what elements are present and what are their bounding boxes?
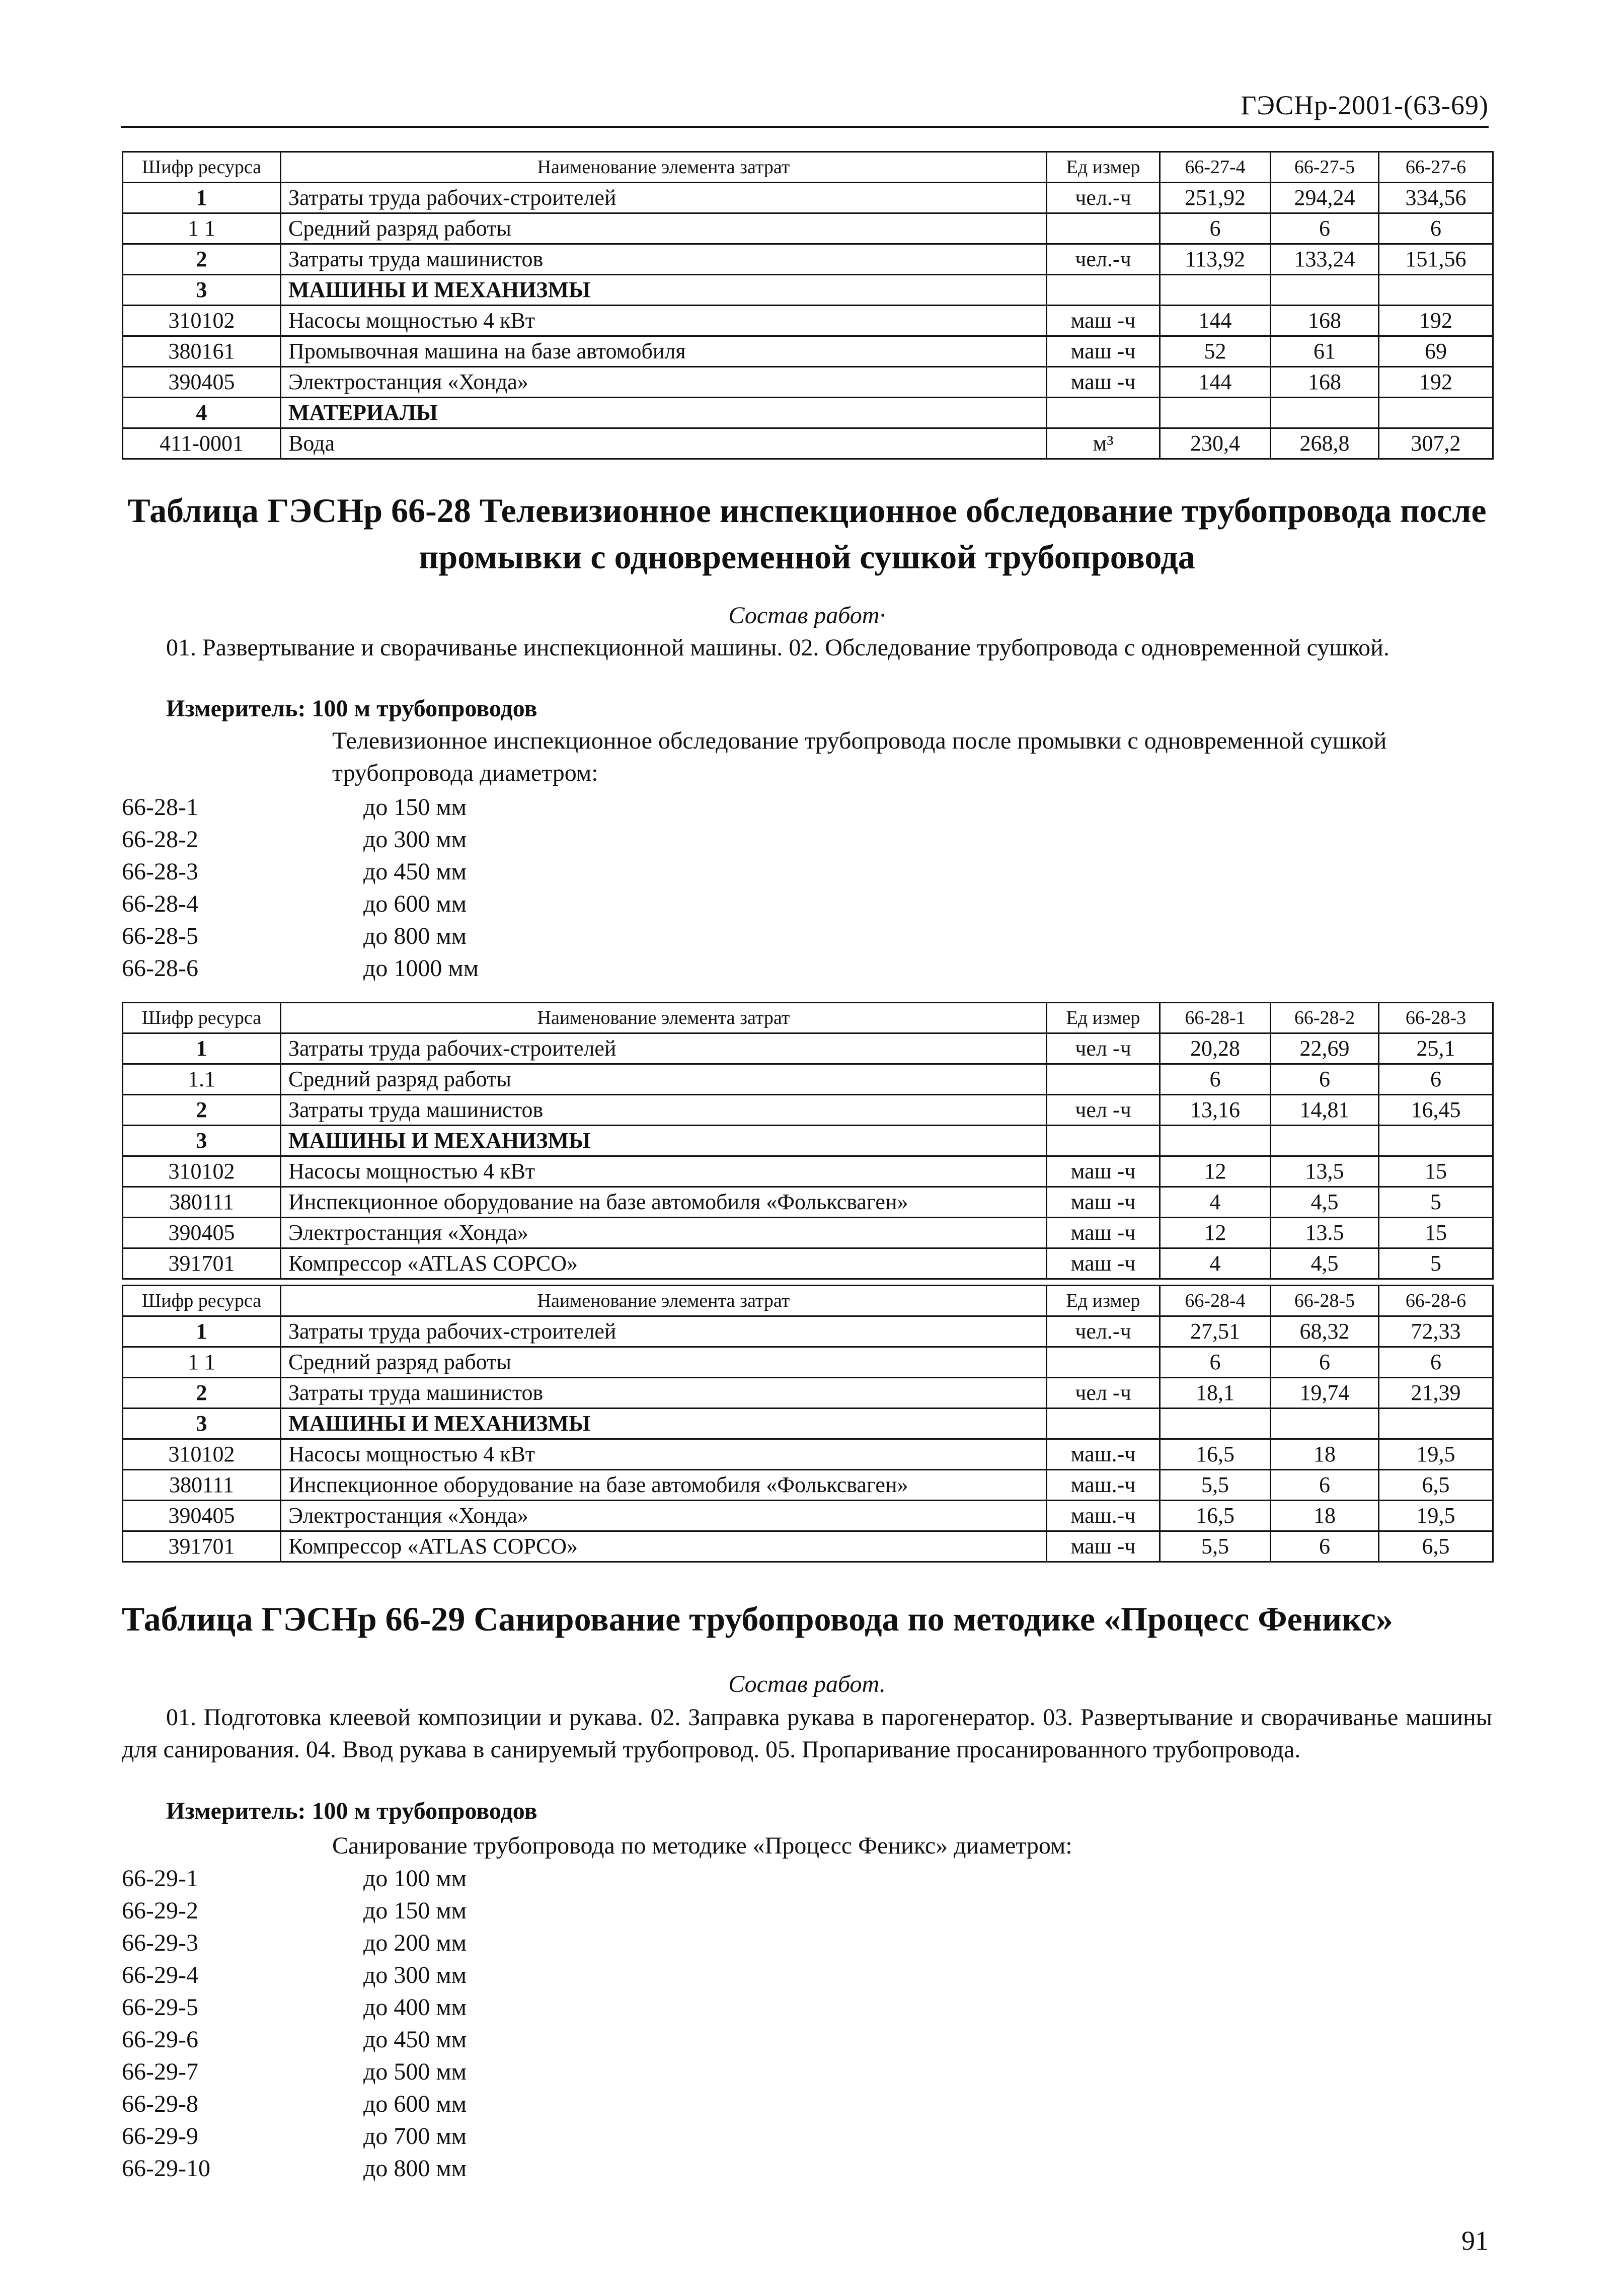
rate-value-3: 15 <box>1379 1218 1493 1248</box>
rate-value-1: 13,16 <box>1160 1095 1271 1126</box>
resource-name: Затраты труда машинистов <box>281 1378 1047 1409</box>
rate-value-2: 6 <box>1271 213 1379 244</box>
table-row <box>123 1439 1493 1470</box>
rate-code: 66-28-3 <box>122 858 198 885</box>
column-header-code: Шифр ресурса <box>123 1003 281 1033</box>
unit-cell: маш -ч <box>1047 367 1160 398</box>
table-row <box>123 367 1493 398</box>
rate-diameter: до 450 мм <box>363 2026 467 2053</box>
rate-list-item <box>122 2088 467 2120</box>
resource-name: МАШИНЫ И МЕХАНИЗМЫ <box>281 1409 1047 1439</box>
rate-value-3: 15 <box>1379 1156 1493 1187</box>
rate-value-3: 5 <box>1379 1187 1493 1218</box>
unit-cell <box>1047 1126 1160 1156</box>
unit-cell: маш -ч <box>1047 1531 1160 1562</box>
resource-name: Средний разряд работы <box>281 1064 1047 1095</box>
column-header-name: Наименование элемента затрат <box>281 1003 1047 1033</box>
unit-cell: маш -ч <box>1047 336 1160 367</box>
rate-value-1 <box>1160 398 1271 428</box>
table-row <box>123 1347 1493 1378</box>
rate-value-3: 6 <box>1379 213 1493 244</box>
rate-value-2: 13.5 <box>1271 1218 1379 1248</box>
rate-list-item <box>122 2024 467 2056</box>
unit-cell: маш -ч <box>1047 1218 1160 1248</box>
resource-code: 380111 <box>123 1470 281 1501</box>
table-row <box>123 1248 1493 1279</box>
rate-diameter: до 300 мм <box>363 826 467 853</box>
meter-unit: Измеритель: 100 м трубопроводов <box>166 695 537 722</box>
rate-value-1: 16,5 <box>1160 1439 1271 1470</box>
column-header-unit: Ед измер <box>1047 152 1160 183</box>
table-row <box>123 1378 1493 1409</box>
table-row <box>123 1409 1493 1439</box>
unit-cell <box>1047 213 1160 244</box>
rate-diameter: до 1000 мм <box>363 955 479 982</box>
section-title-66-28 <box>122 487 1492 580</box>
resource-name: Компрессор «ATLAS COPCO» <box>281 1248 1047 1279</box>
unit-cell <box>1047 275 1160 306</box>
rate-list-item <box>122 2120 467 2153</box>
work-composition-label: Состав работ. <box>728 1671 886 1697</box>
rate-code: 66-28-1 <box>122 794 198 821</box>
resource-table-66-28-a <box>122 1002 1494 1280</box>
rate-value-2: 13,5 <box>1271 1156 1379 1187</box>
rate-list-item <box>122 791 479 824</box>
rate-value-2: 68,32 <box>1271 1316 1379 1347</box>
rate-value-3 <box>1379 275 1493 306</box>
table-row <box>123 1156 1493 1187</box>
rate-list-item <box>122 1991 467 2024</box>
rate-value-3 <box>1379 1126 1493 1156</box>
column-header-unit: Ед измер <box>1047 1286 1160 1316</box>
resource-code: 1 1 <box>123 213 281 244</box>
rate-list <box>122 791 479 985</box>
table-row <box>123 275 1493 306</box>
table-row <box>123 336 1493 367</box>
rate-description: Телевизионное инспекционное обследование трубопровода после промывки с одновременной сушкой трубопровода диаметром: <box>332 727 1387 786</box>
rate-diameter: до 300 мм <box>363 1962 467 1988</box>
table-row <box>123 398 1493 428</box>
table-row <box>123 1470 1493 1501</box>
resource-name: МАТЕРИАЛЫ <box>281 398 1047 428</box>
rate-value-1: 144 <box>1160 367 1271 398</box>
resource-code: 380161 <box>123 336 281 367</box>
rate-list-item <box>122 1895 467 1927</box>
rate-value-3: 5 <box>1379 1248 1493 1279</box>
resource-name: Промывочная машина на базе автомобиля <box>281 336 1047 367</box>
resource-name: Затраты труда машинистов <box>281 244 1047 275</box>
rate-list-item <box>122 920 479 952</box>
unit-cell: чел -ч <box>1047 1378 1160 1409</box>
rate-value-3 <box>1379 398 1493 428</box>
resource-code: 310102 <box>123 306 281 336</box>
rate-value-1: 144 <box>1160 306 1271 336</box>
resource-code: 1 <box>123 1033 281 1064</box>
rate-code: 66-28-4 <box>122 891 198 917</box>
rate-value-1: 230,4 <box>1160 428 1271 459</box>
rate-value-2: 6 <box>1271 1531 1379 1562</box>
column-header-rate-3: 66-27-6 <box>1379 152 1493 183</box>
column-header-rate-3: 66-28-3 <box>1379 1003 1493 1033</box>
rate-value-2: 19,74 <box>1271 1378 1379 1409</box>
column-header-rate-2: 66-27-5 <box>1271 152 1379 183</box>
rate-value-1: 113,92 <box>1160 244 1271 275</box>
rate-value-2: 4,5 <box>1271 1248 1379 1279</box>
rate-list-item <box>122 2153 467 2185</box>
resource-name: Электростанция «Хонда» <box>281 1218 1047 1248</box>
rate-list <box>122 1863 467 2185</box>
resource-name: МАШИНЫ И МЕХАНИЗМЫ <box>281 1126 1047 1156</box>
rate-value-3: 334,56 <box>1379 183 1493 213</box>
rate-value-1: 6 <box>1160 1064 1271 1095</box>
rate-code: 66-29-7 <box>122 2058 198 2085</box>
rate-value-2: 168 <box>1271 306 1379 336</box>
rate-value-1 <box>1160 1409 1271 1439</box>
resource-name: Вода <box>281 428 1047 459</box>
resource-code: 1.1 <box>123 1064 281 1095</box>
rate-value-1: 5,5 <box>1160 1470 1271 1501</box>
column-header-code: Шифр ресурса <box>123 152 281 183</box>
table-row <box>123 1218 1493 1248</box>
rate-diameter: до 600 мм <box>363 2091 467 2117</box>
rate-description: Санирование трубопровода по методике «Процесс Феникс» диаметром: <box>332 1832 1072 1859</box>
rate-code: 66-29-4 <box>122 1962 198 1988</box>
rate-diameter: до 800 мм <box>363 923 467 949</box>
resource-name: Насосы мощностью 4 кВт <box>281 1156 1047 1187</box>
table-row <box>123 1531 1493 1562</box>
rate-list-item <box>122 952 479 985</box>
rate-code: 66-28-5 <box>122 923 198 949</box>
rate-value-1: 20,28 <box>1160 1033 1271 1064</box>
rate-code: 66-29-9 <box>122 2123 198 2150</box>
rate-value-3: 25,1 <box>1379 1033 1493 1064</box>
table-row <box>123 1501 1493 1531</box>
rate-value-2: 22,69 <box>1271 1033 1379 1064</box>
rate-value-2 <box>1271 275 1379 306</box>
unit-cell: маш.-ч <box>1047 1439 1160 1470</box>
rate-value-2: 14,81 <box>1271 1095 1379 1126</box>
rate-value-2: 294,24 <box>1271 183 1379 213</box>
rate-code: 66-29-5 <box>122 1994 198 2021</box>
unit-cell: чел -ч <box>1047 1095 1160 1126</box>
resource-name: Затраты труда рабочих-строителей <box>281 1033 1047 1064</box>
rate-value-1: 16,5 <box>1160 1501 1271 1531</box>
rate-list-item <box>122 2056 467 2088</box>
resource-name: МАШИНЫ И МЕХАНИЗМЫ <box>281 275 1047 306</box>
rate-value-2: 61 <box>1271 336 1379 367</box>
resource-code: 391701 <box>123 1531 281 1562</box>
rate-value-2: 6 <box>1271 1347 1379 1378</box>
table-header-row <box>123 1003 1493 1033</box>
rate-value-2: 18 <box>1271 1501 1379 1531</box>
rate-code: 66-29-1 <box>122 1865 198 1892</box>
resource-name: Насосы мощностью 4 кВт <box>281 306 1047 336</box>
table-row <box>123 244 1493 275</box>
unit-cell <box>1047 1064 1160 1095</box>
column-header-name: Наименование элемента затрат <box>281 1286 1047 1316</box>
column-header-unit: Ед измер <box>1047 1003 1160 1033</box>
header-rule <box>121 126 1489 128</box>
table-row <box>123 1126 1493 1156</box>
rate-value-1: 5,5 <box>1160 1531 1271 1562</box>
work-composition-label: Состав работ· <box>728 602 886 629</box>
resource-name: Электростанция «Хонда» <box>281 1501 1047 1531</box>
table-row <box>123 1316 1493 1347</box>
column-header-name: Наименование элемента затрат <box>281 152 1047 183</box>
section-title-line-2: промывки с одновременной сушкой трубопровода <box>419 538 1195 576</box>
rate-value-3: 72,33 <box>1379 1316 1493 1347</box>
unit-cell: м³ <box>1047 428 1160 459</box>
unit-cell: маш.-ч <box>1047 1470 1160 1501</box>
table-header-row <box>123 152 1493 183</box>
resource-name: Затраты труда рабочих-строителей <box>281 1316 1047 1347</box>
unit-cell: маш -ч <box>1047 1248 1160 1279</box>
column-header-rate-1: 66-27-4 <box>1160 152 1271 183</box>
resource-code: 390405 <box>123 1218 281 1248</box>
document-code: ГЭСНр-2001-(63-69) <box>1241 90 1489 120</box>
rate-list-item <box>122 1927 467 1959</box>
column-header-rate-3: 66-28-6 <box>1379 1286 1493 1316</box>
resource-table-66-27 <box>122 151 1494 460</box>
unit-cell: чел.-ч <box>1047 183 1160 213</box>
rate-value-1: 251,92 <box>1160 183 1271 213</box>
rate-code: 66-29-8 <box>122 2091 198 2117</box>
resource-name: Инспекционное оборудование на базе автомобиля «Фольксваген» <box>281 1470 1047 1501</box>
rate-list-item <box>122 1959 467 1991</box>
page-number: 91 <box>1461 2226 1489 2256</box>
section-title-66-29: Таблица ГЭСНр 66-29 Санирование трубопровода по методике «Процесс Феникс» <box>122 1600 1393 1638</box>
rate-value-3: 6,5 <box>1379 1470 1493 1501</box>
rate-value-3: 19,5 <box>1379 1439 1493 1470</box>
resource-code: 4 <box>123 398 281 428</box>
rate-diameter: до 100 мм <box>363 1865 467 1892</box>
resource-code: 411-0001 <box>123 428 281 459</box>
table-row <box>123 1064 1493 1095</box>
rate-value-2: 6 <box>1271 1470 1379 1501</box>
rate-code: 66-29-2 <box>122 1897 198 1924</box>
rate-value-2: 268,8 <box>1271 428 1379 459</box>
rate-code: 66-29-3 <box>122 1930 198 1956</box>
rate-value-3 <box>1379 1409 1493 1439</box>
rate-value-2: 4,5 <box>1271 1187 1379 1218</box>
rate-value-2 <box>1271 398 1379 428</box>
rate-value-2 <box>1271 1409 1379 1439</box>
rate-value-3: 16,45 <box>1379 1095 1493 1126</box>
rate-code: 66-28-6 <box>122 955 198 982</box>
resource-code: 390405 <box>123 367 281 398</box>
resource-code: 2 <box>123 1095 281 1126</box>
resource-name: Компрессор «ATLAS COPCO» <box>281 1531 1047 1562</box>
rate-value-1: 6 <box>1160 213 1271 244</box>
unit-cell <box>1047 398 1160 428</box>
table-row <box>123 306 1493 336</box>
resource-code: 380111 <box>123 1187 281 1218</box>
resource-name: Средний разряд работы <box>281 1347 1047 1378</box>
rate-diameter: до 150 мм <box>363 794 467 821</box>
meter-unit: Измеритель: 100 м трубопроводов <box>166 1798 537 1824</box>
resource-code: 3 <box>123 1126 281 1156</box>
unit-cell <box>1047 1409 1160 1439</box>
rate-value-3: 192 <box>1379 306 1493 336</box>
column-header-code: Шифр ресурса <box>123 1286 281 1316</box>
rate-value-1: 12 <box>1160 1218 1271 1248</box>
rate-value-1 <box>1160 1126 1271 1156</box>
table-row <box>123 183 1493 213</box>
resource-code: 3 <box>123 1409 281 1439</box>
resource-code: 390405 <box>123 1501 281 1531</box>
rate-list-item <box>122 824 479 856</box>
rate-diameter: до 700 мм <box>363 2123 467 2150</box>
resource-code: 1 <box>123 1316 281 1347</box>
table-row <box>123 1095 1493 1126</box>
work-composition-text: 01. Развертывание и сворачиванье инспекционной машины. 02. Обследование трубопровода с одновременной сушкой. <box>166 634 1389 661</box>
resource-code: 391701 <box>123 1248 281 1279</box>
unit-cell: маш -ч <box>1047 1156 1160 1187</box>
rate-value-2: 168 <box>1271 367 1379 398</box>
rate-code: 66-29-10 <box>122 2155 210 2182</box>
rate-value-3: 6 <box>1379 1347 1493 1378</box>
resource-name: Средний разряд работы <box>281 213 1047 244</box>
resource-code: 2 <box>123 1378 281 1409</box>
resource-code: 310102 <box>123 1439 281 1470</box>
section-title-line-1: Таблица ГЭСНр 66-28 Телевизионное инспекционное обследование трубопровода после <box>127 491 1487 530</box>
table-header-row <box>123 1286 1493 1316</box>
rate-value-1: 18,1 <box>1160 1378 1271 1409</box>
rate-diameter: до 150 мм <box>363 1897 467 1924</box>
unit-cell: маш -ч <box>1047 306 1160 336</box>
resource-table-66-28-b <box>122 1285 1494 1563</box>
table-row <box>123 428 1493 459</box>
rate-list-item <box>122 856 479 888</box>
unit-cell: чел.-ч <box>1047 1316 1160 1347</box>
rate-value-1 <box>1160 275 1271 306</box>
rate-value-3: 19,5 <box>1379 1501 1493 1531</box>
unit-cell <box>1047 1347 1160 1378</box>
resource-name: Насосы мощностью 4 кВт <box>281 1439 1047 1470</box>
unit-cell: чел.-ч <box>1047 244 1160 275</box>
column-header-rate-2: 66-28-5 <box>1271 1286 1379 1316</box>
unit-cell: маш.-ч <box>1047 1501 1160 1531</box>
rate-value-1: 52 <box>1160 336 1271 367</box>
rate-code: 66-29-6 <box>122 2026 198 2053</box>
rate-diameter: до 200 мм <box>363 1930 467 1956</box>
rate-diameter: до 500 мм <box>363 2058 467 2085</box>
resource-name: Инспекционное оборудование на базе автомобиля «Фольксваген» <box>281 1187 1047 1218</box>
rate-value-3: 151,56 <box>1379 244 1493 275</box>
table-row <box>123 1033 1493 1064</box>
rate-diameter: до 450 мм <box>363 858 467 885</box>
rate-value-2: 6 <box>1271 1064 1379 1095</box>
rate-value-3: 307,2 <box>1379 428 1493 459</box>
rate-value-2 <box>1271 1126 1379 1156</box>
resource-code: 1 1 <box>123 1347 281 1378</box>
rate-diameter: до 800 мм <box>363 2155 467 2182</box>
resource-code: 3 <box>123 275 281 306</box>
unit-cell: маш -ч <box>1047 1187 1160 1218</box>
table-row <box>123 1187 1493 1218</box>
unit-cell: чел -ч <box>1047 1033 1160 1064</box>
rate-code: 66-28-2 <box>122 826 198 853</box>
rate-value-2: 133,24 <box>1271 244 1379 275</box>
work-composition-text: 01. Подготовка клеевой композиции и рукава. 02. Заправка рукава в парогенератор. 03. Развертывание и сворачиванье машины для санирования. 04. Ввод рукава в санируемый трубопровод. 05. Пропаривание просанированного трубопровода. <box>122 1704 1492 1763</box>
rate-value-1: 12 <box>1160 1156 1271 1187</box>
rate-value-1: 4 <box>1160 1248 1271 1279</box>
rate-value-2: 18 <box>1271 1439 1379 1470</box>
rate-value-3: 69 <box>1379 336 1493 367</box>
rate-list-item <box>122 1863 467 1895</box>
rate-diameter: до 400 мм <box>363 1994 467 2021</box>
rate-value-1: 27,51 <box>1160 1316 1271 1347</box>
rate-diameter: до 600 мм <box>363 891 467 917</box>
rate-value-3: 6,5 <box>1379 1531 1493 1562</box>
resource-code: 2 <box>123 244 281 275</box>
resource-code: 1 <box>123 183 281 213</box>
table-row <box>123 213 1493 244</box>
rate-list-item <box>122 888 479 920</box>
rate-value-3: 192 <box>1379 367 1493 398</box>
rate-value-1: 4 <box>1160 1187 1271 1218</box>
resource-name: Затраты труда рабочих-строителей <box>281 183 1047 213</box>
column-header-rate-1: 66-28-1 <box>1160 1003 1271 1033</box>
resource-code: 310102 <box>123 1156 281 1187</box>
rate-value-3: 6 <box>1379 1064 1493 1095</box>
column-header-rate-2: 66-28-2 <box>1271 1003 1379 1033</box>
resource-name: Электростанция «Хонда» <box>281 367 1047 398</box>
rate-value-3: 21,39 <box>1379 1378 1493 1409</box>
column-header-rate-1: 66-28-4 <box>1160 1286 1271 1316</box>
resource-name: Затраты труда машинистов <box>281 1095 1047 1126</box>
rate-value-1: 6 <box>1160 1347 1271 1378</box>
